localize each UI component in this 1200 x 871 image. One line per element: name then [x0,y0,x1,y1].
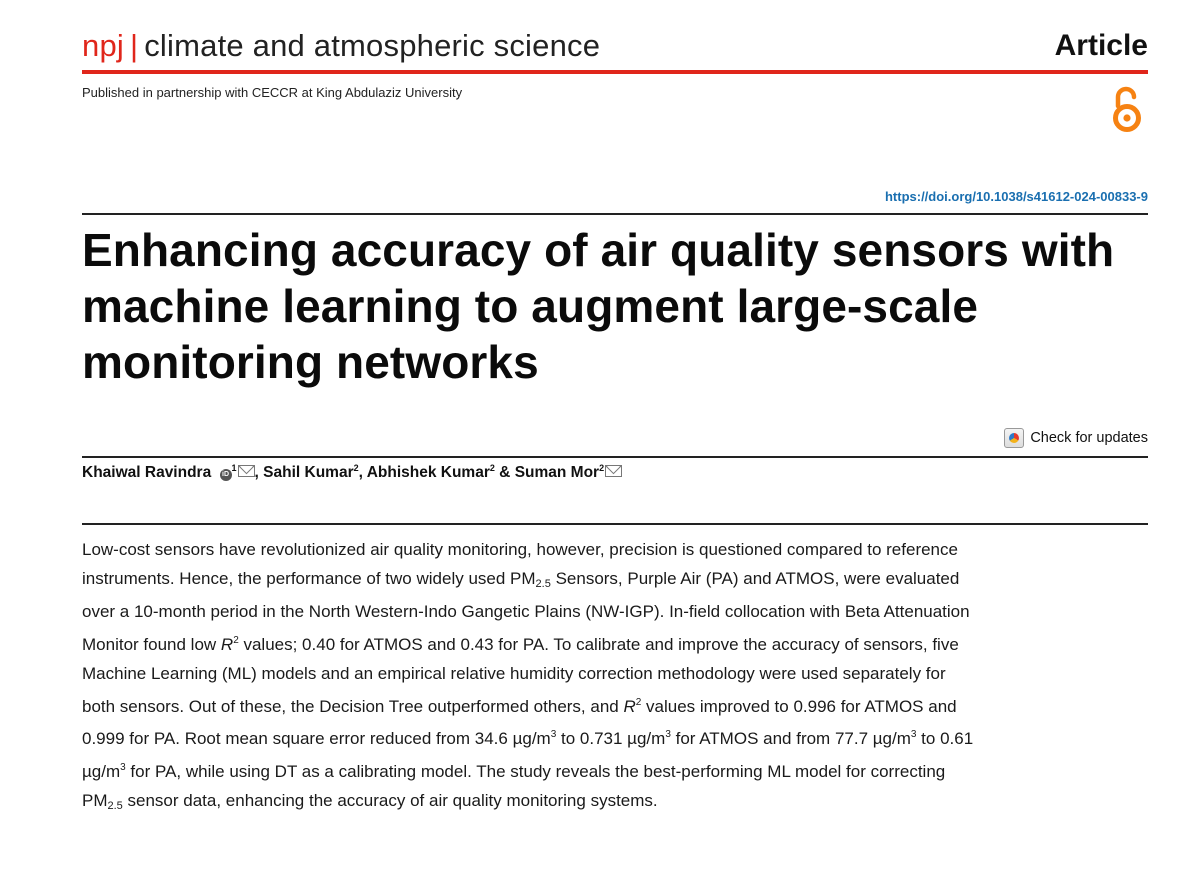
superscript: 3 [120,761,126,773]
superscript: 3 [665,729,671,741]
orcid-icon[interactable]: iD [220,469,232,481]
author-name[interactable]: Abhishek Kumar [366,464,490,481]
r-symbol: R [220,635,234,655]
abstract-top-rule [82,523,1148,525]
subscript: 2.5 [107,799,123,812]
superscript: 2 [635,696,642,708]
authors-top-rule [82,456,1148,458]
author-separator: , [358,464,367,481]
superscript: 3 [550,729,557,741]
author-list [82,463,622,482]
journal-separator: | [129,28,139,63]
abstract-text: values improved to 0.996 for ATMOS and 0.999 for PA. Root mean square error reduced from 34.6 µg/m [82,696,957,749]
title-top-rule [82,213,1148,215]
partnership-note: Published in partnership with CECCR at King Abdulaziz University [82,85,463,100]
header-rule [82,70,1148,74]
article-type: Article [1054,29,1148,62]
superscript: 3 [910,729,917,741]
journal-name[interactable] [82,28,600,64]
author-name[interactable]: Sahil Kumar [263,464,354,481]
abstract-text: values; 0.40 for ATMOS and 0.43 for PA. To calibrate and improve the accuracy of sensors, five Machine Learning (ML) models and an empirical relative humidity correction methodology were used separately for both sensors. Out of these, the Decision Tree outperformed others, and [82,635,959,716]
check-for-updates-button[interactable] [1004,428,1148,448]
email-icon[interactable] [238,465,255,477]
abstract-text: for PA, while using DT as a calibrating model. The study reveals the best-performing ML model for correcting PM [82,761,946,810]
abstract-text: to 0.61 µg/m [82,729,974,781]
article-title: Enhancing accuracy of air quality sensors with machine learning to augment large-scale monitoring networks [82,224,1115,388]
author-name[interactable]: Suman Mor [514,464,600,481]
affiliation-marker: 1 [231,463,237,473]
r-symbol: R [623,696,636,716]
open-access-icon[interactable] [1110,84,1144,134]
abstract-text: to 0.731 µg/m [556,729,666,749]
subscript: 2.5 [535,577,551,590]
check-updates-label: Check for updates [1030,430,1148,446]
author-separator: , [254,464,264,481]
email-icon[interactable] [605,465,622,477]
affiliation-marker: 2 [599,463,605,473]
doi-link[interactable]: https://doi.org/10.1038/s41612-024-00833-9 [884,189,1148,204]
author-separator: & [494,464,515,481]
author-name[interactable]: Khaiwal Ravindra [82,464,212,481]
affiliation-marker: 2 [353,463,359,473]
abstract-text: Low-cost sensors have revolutionized air quality monitoring, however, precision is questioned compared to reference instruments. Hence, the performance of two widely used PM [82,540,958,588]
journal-header [82,22,1148,72]
affiliation-marker: 2 [489,463,495,473]
abstract-text: sensor data, enhancing the accuracy of air quality monitoring systems. [122,790,658,810]
abstract [82,536,982,820]
journal-title: climate and atmospheric science [144,28,601,63]
abstract-text: for ATMOS and from 77.7 µg/m [670,729,911,749]
check-updates-icon [1004,428,1024,448]
abstract-text: Sensors, Purple Air (PA) and ATMOS, were evaluated over a 10-month period in the North Western-Indo Gangetic Plains (NW-IGP). In-field collocation with Beta Attenuation Monitor found low [82,568,970,655]
superscript: 2 [233,635,239,647]
journal-brand: npj [82,28,124,63]
